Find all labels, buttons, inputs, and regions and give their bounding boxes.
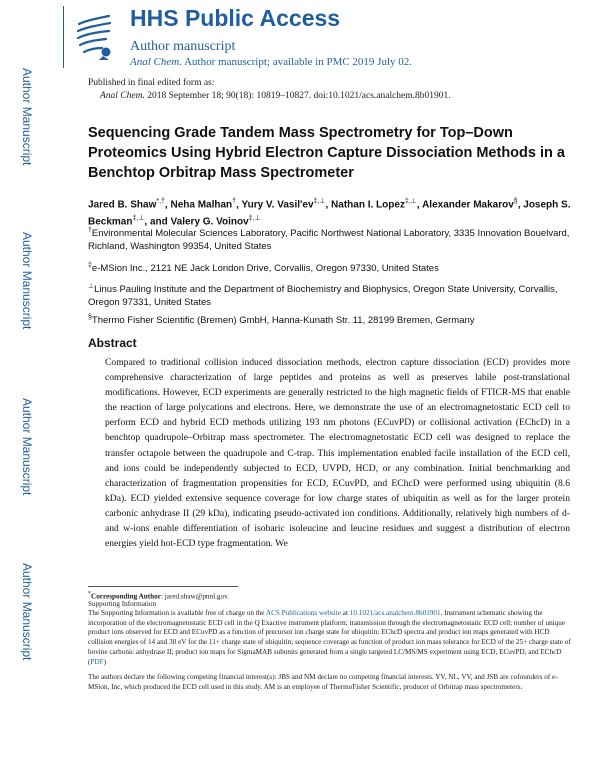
- affiliation-text: Environmental Molecular Sciences Laboratory, Pacific Northwest National Laboratory, 3335 Innovation Bouelvard, Richland, Washington 99354, United States: [88, 228, 570, 253]
- affiliation-symbol: ‡: [88, 262, 92, 269]
- acs-website-link[interactable]: ACS Publications website: [265, 609, 341, 617]
- si-at: at: [340, 609, 350, 617]
- author-name: Alexander Makarov: [422, 199, 514, 211]
- journal-name: Anal Chem.: [130, 56, 182, 68]
- sidebar-label: Author Manuscript: [20, 563, 34, 661]
- si-body: . Instrument schematic showing the incorporation of the electromagnetostatic ECD cell in the Q Exactive instrument platform; transmission through the electromagnetostatic ECD cell; number of unique product ions observed for ECD and ECuvPD as a function of precursor ion charge state for ubiquitin; EChcD spectra and product ion maps generated with HCD collision energies of 14 and 30 eV for the 11+ charge state of ubiquitin; sequence coverage as function of product ion mass tolerance for ECD of the 25+ charge state of bovine carbonic anhydrase II; product ion maps for SigmaMAB subunits generated from a single targeted LC/MS/MS experiment using ECD, ECuvPD, and EChcD (: [88, 609, 571, 666]
- author-name: Valery G. Voinov: [170, 216, 249, 228]
- hhs-public-access-title: HHS Public Access: [130, 5, 341, 31]
- availability-text: Author manuscript; available in PMC 2019 July 02.: [181, 56, 413, 68]
- affiliation: [88, 259, 578, 275]
- author-name: Jared B. Shaw: [88, 199, 157, 211]
- author-separator: ,: [517, 199, 524, 211]
- supporting-info-heading: Supporting Information: [88, 600, 157, 608]
- published-in-label: Published in final edited form as:: [88, 78, 215, 88]
- article-title: Sequencing Grade Tandem Mass Spectrometry for Top–Down Proteomics Using Hybrid Electron Capture Dissociation Methods in a Benchtop Orbitrap Mass Spectrometer: [88, 125, 565, 181]
- author-affiliation-mark: ‡,⊥: [132, 215, 145, 223]
- affiliation-text: e-MSion Inc., 2121 NE Jack London Drive, Corvallis, Oregon 97330, United States: [91, 263, 439, 275]
- competing-interests-note: The authors declare the following competing financial interest(s): JBS and NM declare no competing financial interests. YV, NL, VV, and JSB are cofounders of e-MSion, Inc, which produced the ECD cell used in this study. AM is an employee of ThermoFisher Scientific, producer of Orbitrap mass spectrometers.: [88, 673, 558, 691]
- author-affiliation-mark: ‡,⊥: [248, 215, 261, 223]
- citation-journal: Anal Chem.: [100, 91, 145, 101]
- corresponding-label: Corresponding Author: [91, 592, 161, 601]
- sidebar-label: Author Manuscript: [20, 68, 34, 166]
- author-name: Nathan I. Lopez: [331, 199, 405, 211]
- publication-info: [88, 77, 451, 103]
- abstract-body: Compared to traditional collision induced dissociation methods, electron capture dissociation (ECD) provides more comprehensive characterization of large peptides and proteins as well as preserves labile post-translational modifications. However, ECD experiments are generally restricted to the high magnetic fields of FTICR-MS that enable the reaction of large polycations and electrons. Here, we demonstrate the use of an electromagnetostatic ECD cell to perform ECD and hybrid ECD methods utilizing 193 nm photons (ECuvPD) or collisional activation (EChcD) in a benchtop quadrupole–Orbitrap mass spectrometer. The electromagnetostatic ECD cell was designed to replace the transfer octapole between the quadrupole and C-trap. This implementation enabled facile installation of the ECD cell, and ions could be independently subjected to ECD, UVPD, HCD, or any combination. Initial benchmarking and characterization of fragmentation propensities for ECD, ECuvPD, and EChcD were performed using ubiquitin (8.6 kDa). ECD yielded extensive sequence coverage for low charge states of ubiquitin as well as for the larger protein carbonic anhydrase II (29 kDa), indicating pseudo-activated ion conditions. Additionally, relatively high numbers of d- and w-ions enable differentiation of isobaric isoleucine and leucine residues and suggest a distribution of electron energies yield hot-ECD type fragmentation. We: [105, 357, 570, 550]
- citation: [88, 90, 451, 103]
- citation-text: 2018 September 18; 90(18): 10819–10827. doi:10.1021/acs.analchem.8b01901.: [144, 91, 451, 101]
- author-affiliation-mark: *,†: [156, 198, 165, 205]
- author-affiliation-mark: ‡,⊥: [404, 198, 417, 205]
- si-end: ): [103, 657, 106, 666]
- author-separator: ,: [325, 199, 332, 211]
- affiliation: [88, 280, 578, 309]
- author-affiliation-mark: †: [232, 198, 237, 205]
- corresponding-mark: *: [88, 591, 91, 597]
- affiliation: [88, 224, 578, 253]
- author-manuscript-subtitle: Author manuscript: [130, 39, 236, 54]
- affiliation: [88, 311, 578, 327]
- header-divider: [63, 6, 64, 68]
- pdf-link[interactable]: PDF: [90, 657, 104, 666]
- author-separator: , and: [144, 216, 171, 228]
- corresponding-email: : jared.shaw@pnnl.gov.: [160, 592, 230, 601]
- hhs-eagle-logo-icon: [73, 12, 115, 62]
- author-separator: ,: [236, 199, 242, 211]
- sidebar-label: Author Manuscript: [20, 232, 34, 330]
- author-affiliation-mark: §: [513, 198, 518, 205]
- author-affiliation-mark: ‡,⊥: [313, 198, 326, 205]
- sidebar-label: Author Manuscript: [20, 398, 34, 496]
- author-name: Neha Malhan: [170, 199, 233, 211]
- author-name: Yury V. Vasil'ev: [241, 199, 314, 211]
- author-separator: ,: [164, 199, 171, 211]
- affiliation-text: Thermo Fisher Scientific (Bremen) GmbH, Hanna-Kunath Str. 11, 28199 Bremen, Germany: [91, 315, 475, 327]
- affiliation-symbol: †: [88, 227, 92, 234]
- supporting-info-text: [88, 609, 573, 667]
- doi-link[interactable]: 10.1021/acs.analchem.8b01901: [349, 609, 441, 617]
- author-manuscript-sidebar: [0, 0, 50, 776]
- abstract-heading: Abstract: [88, 336, 137, 350]
- affiliation-text: Linus Pauling Institute and the Department of Biochemistry and Biophysics, Oregon State University, Corvallis, Oregon 97331, United States: [88, 284, 558, 309]
- footnote-rule: [88, 586, 238, 587]
- affiliation-symbol: ⊥: [88, 283, 95, 290]
- author-name: Joseph S. Beckman: [88, 199, 571, 228]
- affiliation-symbol: §: [88, 314, 92, 321]
- availability-line: [130, 56, 412, 68]
- si-prefix: The Supporting Information is available free of charge on the: [88, 609, 266, 617]
- author-separator: ,: [416, 199, 423, 211]
